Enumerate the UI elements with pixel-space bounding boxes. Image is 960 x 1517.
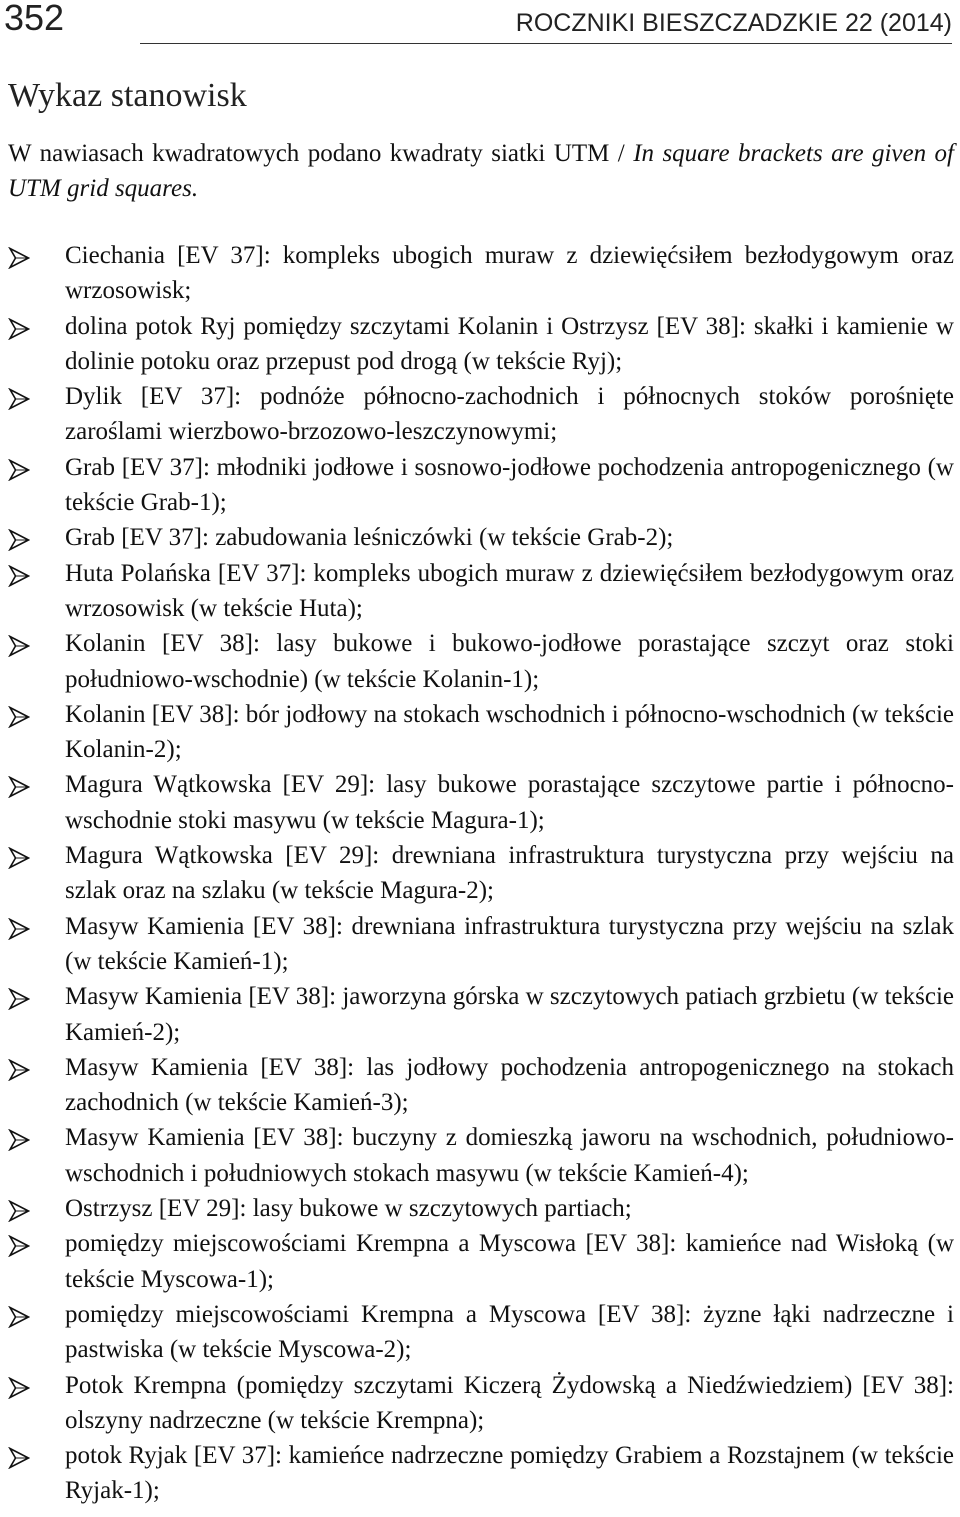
arrowhead-bullet-icon xyxy=(8,459,30,481)
site-list-item xyxy=(0,1050,960,1121)
site-description: Masyw Kamienia [EV 38]: jaworzyna górska w szczytowych patiach grzbietu (w tekście Kamień-2); xyxy=(65,983,954,1046)
section-title: Wykaz stanowisk xyxy=(8,77,247,114)
site-list xyxy=(0,238,960,1509)
site-list-item xyxy=(0,556,960,627)
site-description: Magura Wątkowska [EV 29]: drewniana infrastruktura turystyczna przy wejściu na szlak oraz na szlaku (w tekście Magura-2); xyxy=(65,842,954,905)
site-description: Grab [EV 37]: młodniki jodłowe i sosnowo-jodłowe pochodzenia antropogenicznego (w tekście Grab-1); xyxy=(65,453,954,517)
running-title: ROCZNIKI BIESZCZADZKIE 22 (2014) xyxy=(515,9,952,37)
site-list-item xyxy=(0,1226,960,1297)
site-description: Dylik [EV 37]: podnóże północno-zachodnich i północnych stoków porośnięte zaroślami wierzbowo-brzozowo-leszczynowymi; xyxy=(65,383,954,446)
arrowhead-bullet-icon xyxy=(8,706,30,728)
site-list-item xyxy=(0,450,960,521)
arrowhead-bullet-icon xyxy=(8,388,30,410)
arrowhead-bullet-icon xyxy=(8,247,30,269)
arrowhead-bullet-icon xyxy=(8,918,30,940)
site-description: pomiędzy miejscowościami Krempna a Myscowa [EV 38]: żyzne łąki nadrzeczne i pastwiska (w tekście Myscowa-2); xyxy=(65,1300,954,1364)
arrowhead-bullet-icon xyxy=(8,565,30,587)
site-description: pomiędzy miejscowościami Krempna a Myscowa [EV 38]: kamieńce nad Wisłoką (w tekście Myscowa-1); xyxy=(65,1230,954,1293)
site-list-item xyxy=(0,1120,960,1191)
site-description: dolina potok Ryj pomiędzy szczytami Kolanin i Ostrzysz [EV 38]: skałki i kamienie w dolinie potoku oraz przepust pod drogą (w tekście Ryj); xyxy=(65,312,954,375)
arrowhead-bullet-icon xyxy=(8,635,30,657)
page-number: 352 xyxy=(4,0,65,38)
intro-english-text: In square brackets are given of UTM grid squares. xyxy=(8,140,954,202)
site-list-item xyxy=(0,309,960,380)
site-description: Grab [EV 37]: zabudowania leśniczówki (w tekście Grab-2); xyxy=(65,524,674,552)
site-list-item xyxy=(0,626,960,697)
arrowhead-bullet-icon xyxy=(8,1235,30,1257)
site-description: Masyw Kamienia [EV 38]: las jodłowy pochodzenia antropogenicznego na stokach zachodnich (w tekście Kamień-3); xyxy=(65,1053,954,1117)
arrowhead-bullet-icon xyxy=(8,529,30,551)
site-description: Kolanin [EV 38]: lasy bukowe i bukowo-jodłowe porastające szczyt oraz stoki południowo-wschodnie) (w tekście Kolanin-1); xyxy=(65,630,954,693)
site-list-item xyxy=(0,697,960,768)
site-description: Kolanin [EV 38]: bór jodłowy na stokach wschodnich i północno-wschodnich (w tekście Kolanin-2); xyxy=(65,700,954,764)
site-description: Masyw Kamienia [EV 38]: drewniana infrastruktura turystyczna przy wejściu na szlak (w tekście Kamień-1); xyxy=(65,912,954,975)
site-list-item xyxy=(0,1368,960,1439)
intro-polish-text: W nawiasach kwadratowych podano kwadraty siatki UTM / xyxy=(8,140,634,167)
site-description: Magura Wątkowska [EV 29]: lasy bukowe porastające szczytowe partie i północno-wschodnie stoki masywu (w tekście Magura-1); xyxy=(65,771,954,834)
site-list-item xyxy=(0,979,960,1050)
site-list-item xyxy=(0,1191,960,1226)
arrowhead-bullet-icon xyxy=(8,1200,30,1222)
site-list-item xyxy=(0,379,960,450)
arrowhead-bullet-icon xyxy=(8,1059,30,1081)
site-description: Masyw Kamienia [EV 38]: buczyny z domieszką jaworu na wschodnich, południowo-wschodnich i południowych stokach masywu (w tekście Kamień-4); xyxy=(65,1124,954,1187)
arrowhead-bullet-icon xyxy=(8,1377,30,1399)
arrowhead-bullet-icon xyxy=(8,318,30,340)
site-description: Huta Polańska [EV 37]: kompleks ubogich muraw z dziewięćsiłem bezłodygowym oraz wrzosowisk (w tekście Huta); xyxy=(65,559,954,622)
site-description: potok Ryjak [EV 37]: kamieńce nadrzeczne pomiędzy Grabiem a Rozstajnem (w tekście Ryjak-1); xyxy=(65,1442,954,1505)
site-list-item xyxy=(0,1438,960,1509)
arrowhead-bullet-icon xyxy=(8,988,30,1010)
arrowhead-bullet-icon xyxy=(8,1129,30,1151)
arrowhead-bullet-icon xyxy=(8,776,30,798)
site-description: Ostrzysz [EV 29]: lasy bukowe w szczytowych partiach; xyxy=(65,1195,632,1223)
site-list-item xyxy=(0,767,960,838)
arrowhead-bullet-icon xyxy=(8,847,30,869)
arrowhead-bullet-icon xyxy=(8,1447,30,1469)
site-list-item xyxy=(0,1297,960,1368)
site-list-item xyxy=(0,838,960,909)
page-header xyxy=(0,0,960,46)
site-list-item xyxy=(0,238,960,309)
site-list-item xyxy=(0,909,960,980)
section-intro xyxy=(8,136,954,206)
header-rule xyxy=(140,43,952,44)
site-list-item xyxy=(0,520,960,555)
arrowhead-bullet-icon xyxy=(8,1306,30,1328)
site-description: Potok Krempna (pomiędzy szczytami Kiczerą Żydowską a Niedźwiedziem) [EV 38]: olszyny nadrzeczne (w tekście Krempna); xyxy=(65,1371,954,1434)
site-description: Ciechania [EV 37]: kompleks ubogich muraw z dziewięćsiłem bezłodygowym oraz wrzosowisk; xyxy=(65,242,954,305)
